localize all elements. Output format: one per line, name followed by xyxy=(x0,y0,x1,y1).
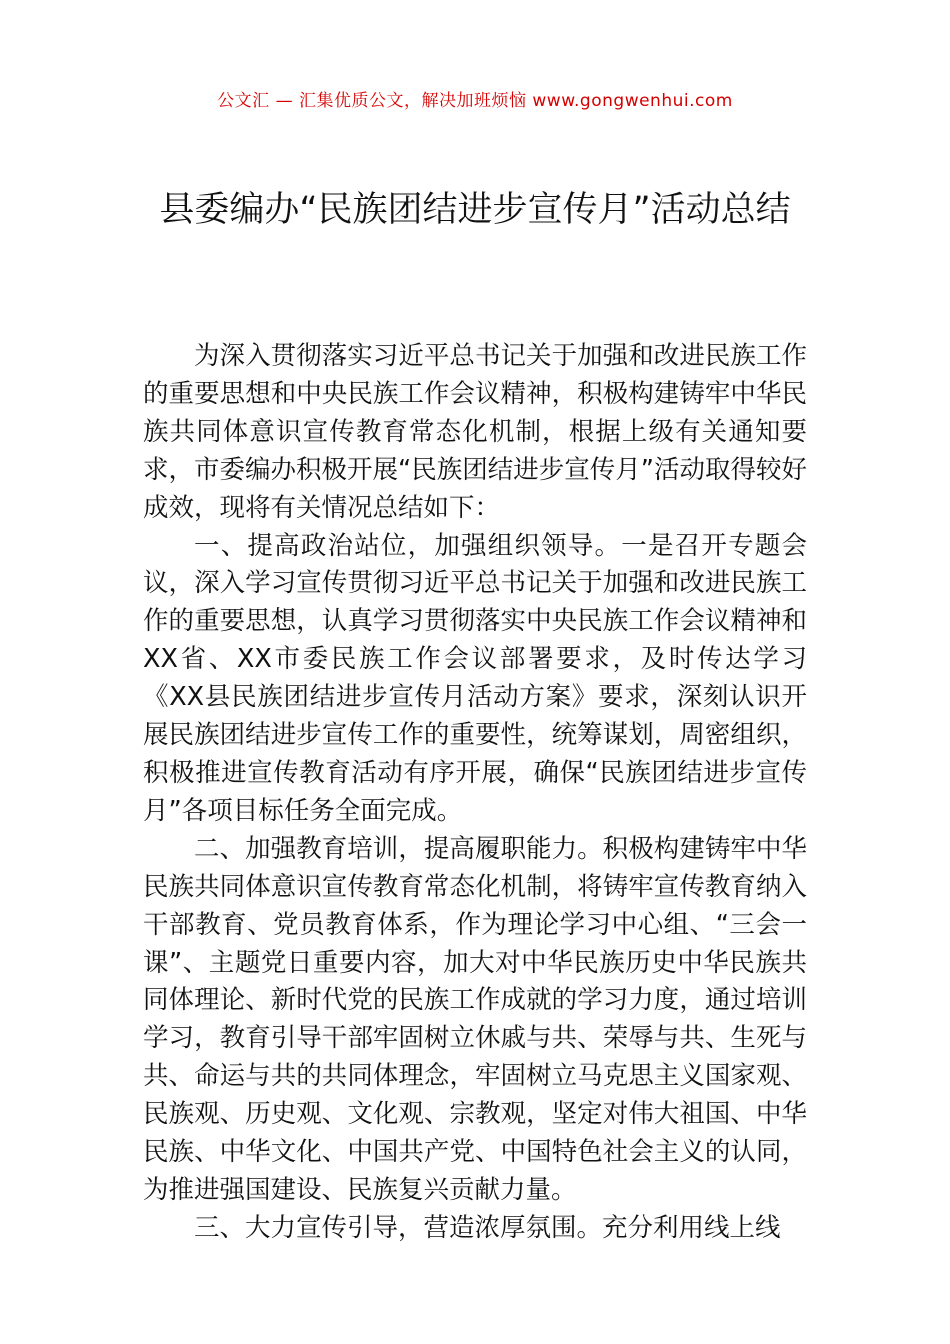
header-banner: 公文汇 — 汇集优质公文，解决加班烦恼 www.gongwenhui.com xyxy=(217,91,733,111)
document-title: 县委编办“民族团结进步宣传月”活动总结 xyxy=(159,190,791,230)
document-body xyxy=(143,338,807,1248)
paragraph-section-2: 二、加强教育培训，提高履职能力。积极构建铸牢中华民族共同体意识宣传教育常态化机制，将铸牢宣传教育纳入干部教育、党员教育体系，作为理论学习中心组、“三会一课”、主题党日重要内容，加大对中华民族历史中华民族共同体理论、新时代党的民族工作成就的学习力度，通过培训学习，教育引导干部牢固树立休戚与共、荣辱与共、生死与共、命运与共的共同体理念，牢固树立马克思主义国家观、民族观、历史观、文化观、宗教观，坚定对伟大祖国、中华民族、中华文化、中国共产党、中国特色社会主义的认同，为推进强国建设、民族复兴贡献力量。 xyxy=(143,833,807,1205)
paragraph-section-3: 三、大力宣传引导，营造浓厚氛围。充分利用线上线 xyxy=(194,1212,781,1243)
paragraph-section-1: 一、提高政治站位，加强组织领导。一是召开专题会议，深入学习宣传贯彻习近平总书记关于加强和改进民族工作的重要思想，认真学习贯彻落实中央民族工作会议精神和XX省、XX市委民族工作会议部署要求，及时传达学习《XX县民族团结进步宣传月活动方案》要求，深刻认识开展民族团结进步宣传工作的重要性，统筹谋划，周密组织，积极推进宣传教育活动有序开展，确保“民族团结进步宣传月”各项目标任务全面完成。 xyxy=(143,530,807,826)
paragraph-intro: 为深入贯彻落实习近平总书记关于加强和改进民族工作的重要思想和中央民族工作会议精神，积极构建铸牢中华民族共同体意识宣传教育常态化机制，根据上级有关通知要求，市委编办积极开展“民族团结进步宣传月”活动取得较好成效，现将有关情况总结如下： xyxy=(143,341,807,523)
